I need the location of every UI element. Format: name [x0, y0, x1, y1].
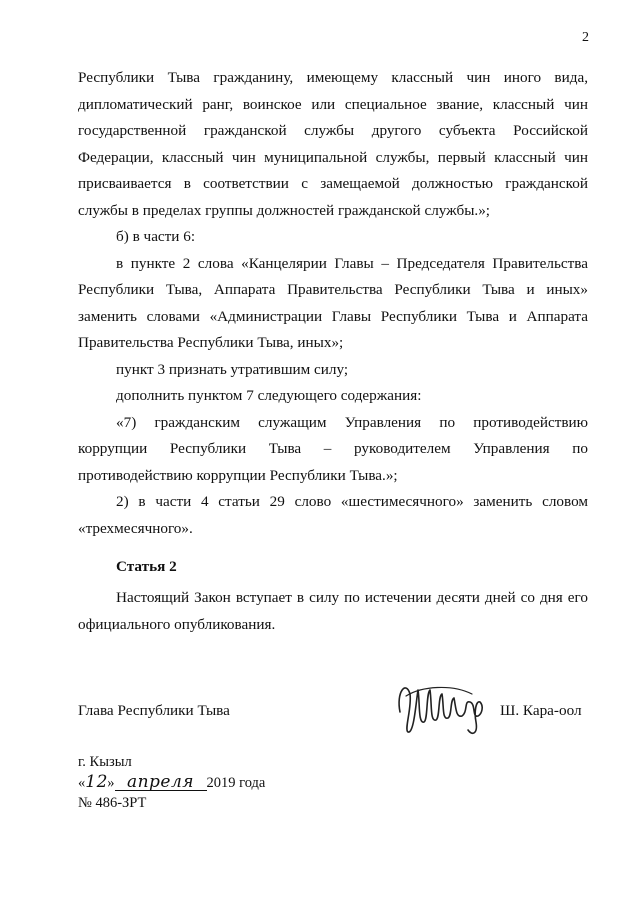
signer-name: Ш. Кара-оол	[500, 702, 582, 719]
date-month-handwritten: апреля	[115, 774, 207, 791]
date-year: 2019 года	[206, 775, 266, 791]
paragraph-4: пункт 3 признать утратившим силу;	[116, 360, 349, 378]
amendment-text	[78, 65, 588, 542]
law-number: № 486-ЗРТ	[78, 795, 147, 811]
paragraph-1: Республики Тыва гражданину, имеющему классный чин иного вида, дипломатический ранг, воинское или специальное звание, классный чин государственной гражданской службы другого субъекта Российской Федерации, классный чин муниципальной службы, первый классный чин присваивается в соответствии с замещаемой должностью гражданской службы в пределах группы должностей гражданской службы.»;	[78, 69, 588, 219]
date-open-quote: «	[78, 775, 86, 791]
date-day-handwritten: 12	[85, 772, 108, 792]
paragraph-3: в пункте 2 слова «Канцелярии Главы – Председателя Правительства Республики Тыва, Аппарата Правительства Республики Тыва и иных» заменить словами «Администрации Главы Республики Тыва и Аппарата Правительства Республики Тыва, иных»;	[78, 254, 588, 351]
paragraph-7: 2) в части 4 статьи 29 слово «шестимесячного» заменить словом «трехмесячного».	[78, 493, 588, 537]
paragraph-5: дополнить пунктом 7 следующего содержания:	[116, 387, 422, 404]
article-2-paragraph: Настоящий Закон вступает в силу по истечении десяти дней со дня его официального опубликования.	[78, 589, 588, 633]
city-line: г. Кызыл	[78, 754, 132, 770]
paragraph-2: б) в части 6:	[116, 228, 196, 245]
article-2-heading: Статья 2	[116, 558, 177, 575]
date-close-quote: »	[107, 775, 115, 791]
signer-title: Глава Республики Тыва	[78, 702, 230, 719]
article-2-body	[78, 585, 588, 638]
document-footer	[78, 752, 265, 813]
date-line	[78, 772, 265, 793]
paragraph-6: «7) гражданским служащим Управления по противодействию коррупции Республики Тыва – руководителем Управления по противодействию коррупции Республики Тыва.»;	[78, 413, 588, 484]
page-number: 2	[582, 30, 589, 45]
signature-image	[392, 672, 488, 738]
